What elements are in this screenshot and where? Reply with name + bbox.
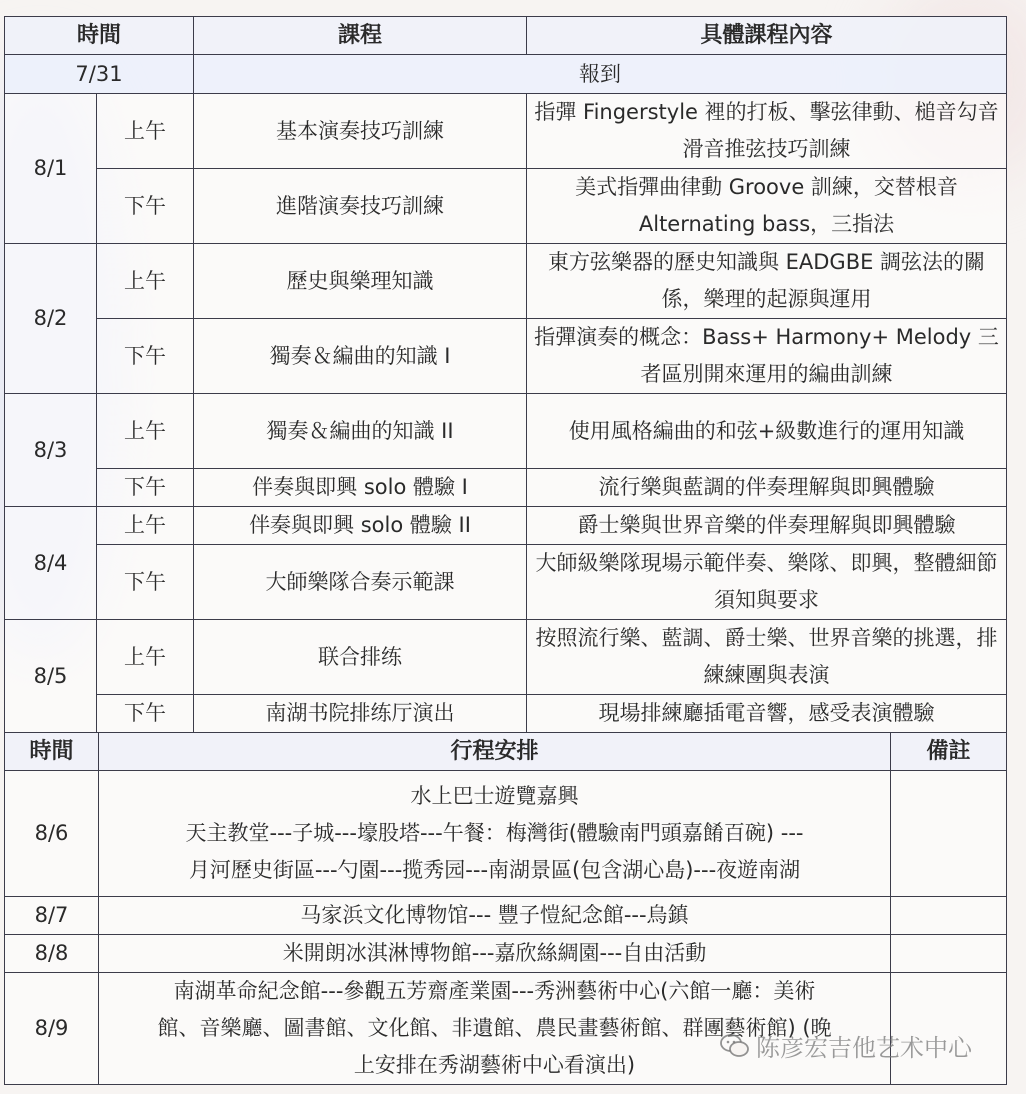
schedule-course: 歷史與樂理知識: [194, 244, 527, 319]
itinerary-line: 米開朗冰淇淋博物館---嘉欣絲綢園---自由活動: [282, 941, 707, 965]
wechat-icon: [720, 1033, 750, 1059]
header-time: 時間: [5, 733, 99, 771]
schedule-row: [5, 319, 1007, 394]
course-schedule-table: [4, 16, 1007, 733]
schedule-course: 獨奏＆編曲的知識 II: [194, 394, 527, 469]
itinerary-note: [891, 935, 1007, 973]
schedule-period: 下午: [97, 545, 194, 620]
schedule-period: 上午: [97, 244, 194, 319]
itinerary-row: [5, 935, 1007, 973]
itinerary-date: 8/6: [5, 771, 99, 897]
schedule-course: 联合排练: [194, 620, 527, 695]
checkin-label: 報到: [194, 55, 1007, 94]
schedule-course: 南湖书院排练厅演出: [194, 695, 527, 733]
schedule-period: 上午: [97, 620, 194, 695]
itinerary-plan: [99, 897, 891, 935]
itinerary-row: [5, 897, 1007, 935]
itinerary-row: [5, 771, 1007, 897]
itinerary-line: 館、音樂廳、圖書館、文化館、非遺館、農民畫藝術館、群團藝術館) (晚: [157, 1016, 832, 1040]
watermark: [720, 1028, 972, 1063]
schedule-row: [5, 507, 1007, 545]
checkin-date: 7/31: [5, 55, 194, 94]
header-note: 備註: [891, 733, 1007, 771]
itinerary-note: [891, 771, 1007, 897]
schedule-content: 使用風格編曲的和弦+級數進行的運用知識: [527, 394, 1007, 469]
schedule-row: [5, 620, 1007, 695]
itinerary-line: 天主教堂---子城---壕股塔---午餐：梅灣街(體驗南門頭嘉餚百碗) ---: [185, 821, 804, 845]
schedule-date: 8/5: [5, 620, 97, 733]
schedule-date: 8/1: [5, 94, 97, 244]
schedule-content: 按照流行樂、藍調、爵士樂、世界音樂的挑選，排練練團與表演: [527, 620, 1007, 695]
schedule-row: [5, 244, 1007, 319]
itinerary-date: 8/7: [5, 897, 99, 935]
schedule-course: 獨奏＆編曲的知識 I: [194, 319, 527, 394]
schedule-period: 下午: [97, 169, 194, 244]
schedule-row: [5, 695, 1007, 733]
header-course: 課程: [194, 17, 527, 55]
itinerary-line: 月河歷史街區---勺園---揽秀园---南湖景區(包含湖心島)---夜遊南湖: [188, 858, 801, 882]
itinerary-date: 8/9: [5, 973, 99, 1085]
schedule-content: 東方弦樂器的歷史知識與 EADGBE 調弦法的關係，樂理的起源與運用: [527, 244, 1007, 319]
schedule-period: 下午: [97, 695, 194, 733]
itinerary-plan: [99, 771, 891, 897]
itinerary-plan: [99, 935, 891, 973]
itinerary-line: 上安排在秀湖藝術中心看演出): [353, 1053, 636, 1077]
schedule-date: 8/3: [5, 394, 97, 507]
itinerary-note: [891, 897, 1007, 935]
schedule-row: [5, 94, 1007, 169]
schedule-content: 現場排練廳插電音響，感受表演體驗: [527, 695, 1007, 733]
schedule-period: 上午: [97, 394, 194, 469]
schedule-period: 下午: [97, 319, 194, 394]
itinerary-date: 8/8: [5, 935, 99, 973]
schedule-content: 指彈 Fingerstyle 裡的打板、擊弦律動、槌音勾音滑音推弦技巧訓練: [527, 94, 1007, 169]
schedule-course: 進階演奏技巧訓練: [194, 169, 527, 244]
schedule-row: [5, 169, 1007, 244]
schedule-period: 上午: [97, 507, 194, 545]
schedule-row: [5, 394, 1007, 469]
schedule-row: [5, 469, 1007, 507]
watermark-text: 陈彦宏吉他艺术中心: [756, 1034, 972, 1062]
schedule-content: 美式指彈曲律動 Groove 訓練，交替根音 Alternating bass，三指法: [527, 169, 1007, 244]
schedule-date: 8/2: [5, 244, 97, 394]
schedule-content: 大師級樂隊現場示範伴奏、樂隊、即興，整體細節須知與要求: [527, 545, 1007, 620]
schedule-row: [5, 545, 1007, 620]
schedule-date: 8/4: [5, 507, 97, 620]
itinerary-line: 水上巴士遊覽嘉興: [410, 784, 579, 808]
schedule-course: 伴奏與即興 solo 體驗 II: [194, 507, 527, 545]
itinerary-line: 马家浜文化博物馆--- 豐子愷紀念館---烏鎮: [300, 903, 689, 927]
schedule-period: 下午: [97, 469, 194, 507]
schedule-content: 流行樂與藍調的伴奏理解與即興體驗: [527, 469, 1007, 507]
header-plan: 行程安排: [99, 733, 891, 771]
schedule-course: 大師樂隊合奏示範課: [194, 545, 527, 620]
schedule-course: 伴奏與即興 solo 體驗 I: [194, 469, 527, 507]
schedule-course: 基本演奏技巧訓練: [194, 94, 527, 169]
header-content: 具體課程內容: [527, 17, 1007, 55]
schedule-period: 上午: [97, 94, 194, 169]
schedule-content: 指彈演奏的概念：Bass+ Harmony+ Melody 三者區別開來運用的編曲訓練: [527, 319, 1007, 394]
schedule-content: 爵士樂與世界音樂的伴奏理解與即興體驗: [527, 507, 1007, 545]
header-time: 時間: [5, 17, 194, 55]
itinerary-line: 南湖革命紀念館---參觀五芳齋產業園---秀洲藝術中心(六館一廳：美術: [173, 979, 816, 1003]
